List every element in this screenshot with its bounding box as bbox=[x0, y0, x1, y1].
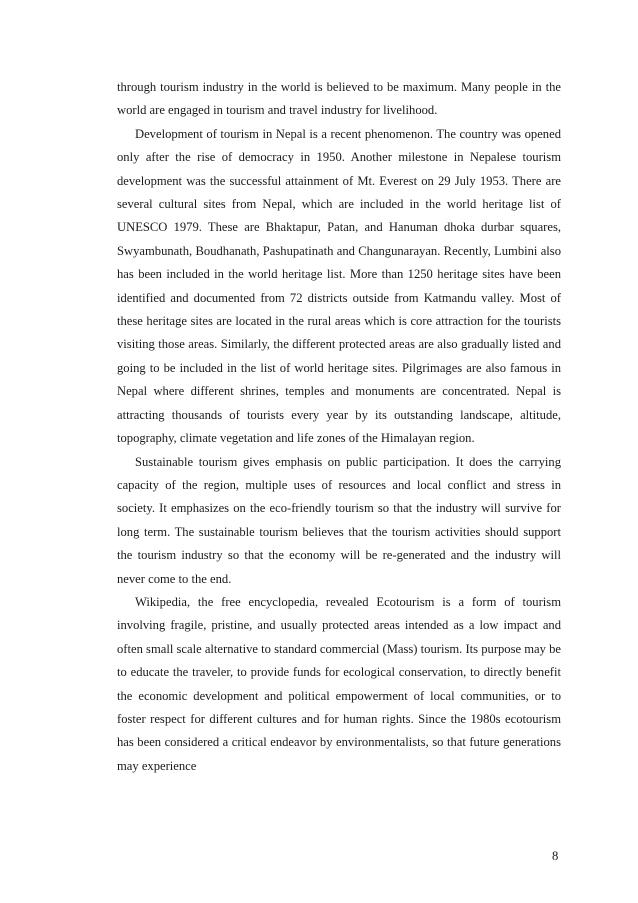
body-text bbox=[117, 76, 561, 778]
paragraph-sustainable-tourism: Sustainable tourism gives emphasis on public participation. It does the carrying capacity of the region, multiple uses of resources and local conflict and stress in society. It emphasizes on the eco-friendly tourism so that the industry will survive for long term. The sustainable tourism believes that the tourism activities should support the tourism industry so that the economy will be re-generated and the industry will never come to the end. bbox=[117, 454, 561, 586]
paragraph-tourism-nepal: Development of tourism in Nepal is a recent phenomenon. The country was opened only after the rise of democracy in 1950. Another milestone in Nepalese tourism development was the successful attainment of Mt. Everest on 29 July 1953. There are several cultural sites from Nepal, which are included in the world heritage list of UNESCO 1979. These are Bhaktapur, Patan, and Hanuman dhoka durbar squares, Swyambunath, Boudhanath, Pashupatinath and Changunarayan. Recently, Lumbini also has been included in the world heritage list. More than 1250 heritage sites have been identified and documented from 72 districts outside from Katmandu valley. Most of these heritage sites are located in the rural areas which is core attraction for the tourists visiting those areas. Similarly, the different protected areas are also gradually listed and going to be included in the list of world heritage sites. Pilgrimages are also famous in Nepal where different shrines, temples and monuments are concentrated. Nepal is attracting thousands of tourists every year by its outstanding landscape, altitude, topography, climate vegetation and life zones of the Himalayan region. bbox=[117, 126, 561, 446]
page-number: 8 bbox=[552, 849, 559, 863]
paragraph-continuation: through tourism industry in the world is believed to be maximum. Many people in the world are engaged in tourism and travel industry for livelihood. bbox=[117, 80, 561, 118]
paragraph-ecotourism: Wikipedia, the free encyclopedia, revealed Ecotourism is a form of tourism involving fragile, pristine, and usually protected areas intended as a low impact and often small scale alternative to standard commercial (Mass) tourism. Its purpose may be to educate the traveler, to provide funds for ecological conservation, to directly benefit the economic development and political empowerment of local communities, or to foster respect for different cultures and for human rights. Since the 1980s ecotourism has been considered a critical endeavor by environmentalists, so that future generations may experience bbox=[117, 594, 561, 773]
